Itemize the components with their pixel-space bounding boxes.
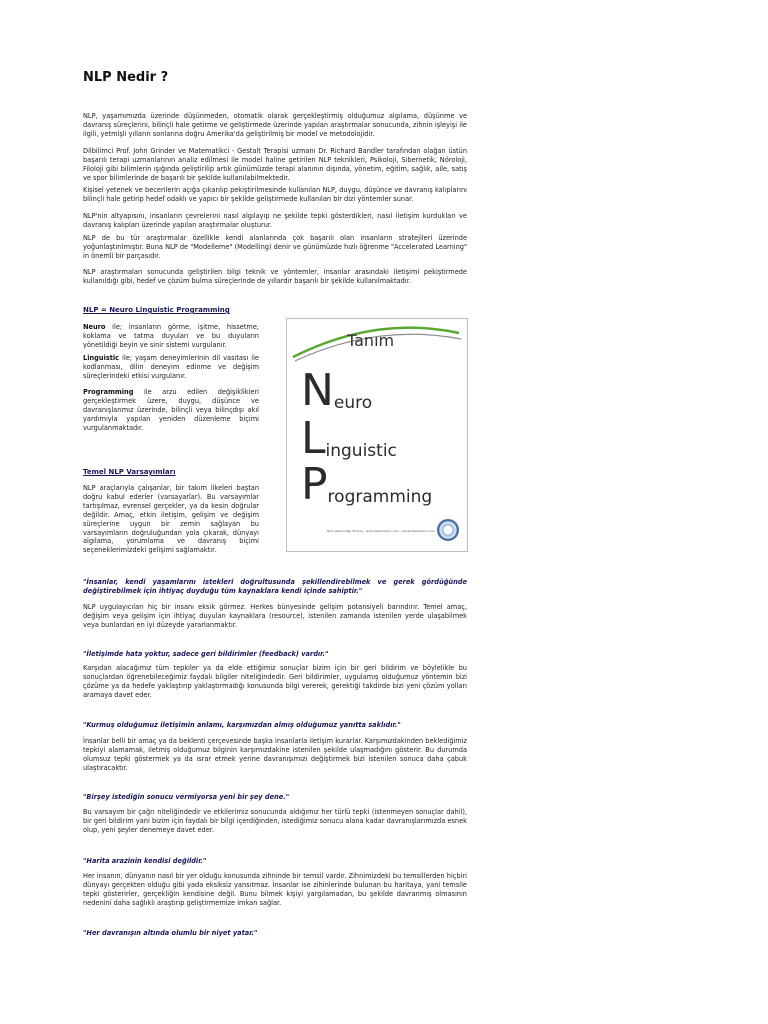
- term-label: Programming: [83, 388, 134, 396]
- intro-paragraph-3: Kişisel yetenek ve becerilerin açığa çıkarılıp pekiştirilmesinde kullanılan NLP, duygu, düşünce ve davranış kalıplarını bilinçli hale getirip hedef odaklı ve yapıcı bir şekilde geliştirmede kullanılan bir dizi yöntemler sunar.: [83, 186, 467, 203]
- term-neuro: [83, 323, 259, 350]
- figure-footer: NLP Akademiliği Türkiye · www.nlpakademi.com · info@nlpakademi.com: [327, 529, 435, 533]
- varsayimlar-paragraph: NLP araçlarıyla çalışanlar, bir takım ilkeleri baştan doğru kabul ederler (varsayarlar). Bu varsayımlar tartışılmaz, evrensel gerçekler, ya da kesin doğrular değildir. Amaç, etkin iletişim, gelişim ve değişim süreçlerine uygun bir zemin sağlayan bu varsayımların doğruluğundan yola çıkarak, dünyayı algılama, yorumlama ve davranış biçimi seçeneklerimizdeki gelişimi sağlamaktır.: [83, 484, 259, 555]
- intro-paragraph-5: NLP de bu tür araştırmalar özellikle kendi alanlarında çok başarılı olan insanların stratejileri üzerinde yoğunlaştırılmıştır. Buna NLP de "Modelleme" (Modelling) denir ve günümüzde hızlı öğrenme "Accelerated Learning" in önemli bir parçasıdır.: [83, 234, 467, 260]
- figure-initial: N: [301, 365, 334, 416]
- section-heading-varsayimlar: Temel NLP Varsayımları: [83, 468, 176, 476]
- figure-word-linguistic: [301, 413, 397, 464]
- term-text: ile; insanların görme, işitme, hissetme, koklama ve tatma duyuları ve bu duyuların yönetildiği beyin ve sinir sistemi vurgulanır.: [83, 323, 259, 349]
- page-title: NLP Nedir ?: [83, 70, 169, 85]
- term-linguistic: [83, 354, 259, 381]
- seal-icon: [437, 519, 459, 541]
- nlp-definition-figure: [286, 318, 468, 552]
- figure-word-neuro: [301, 365, 373, 416]
- intro-paragraph-1: NLP, yaşamımızda üzerinde düşünmeden, otomatik olarak gerçekleştirmiş olduğumuz algılama, düşünme ve davranış süreçlerini, bilinçli hale getirme ve geliştirmede üzerinde yapılan araştırmalar sonucunda, zihnin işleyişi ile ilgili, yetmişli yılların sonlarına doğru Amerika'da geliştirilmiş bir model ve metodolojidir.: [83, 112, 467, 138]
- quote-1-text: NLP uygulayıcıları hiç bir insanı eksik görmez. Herkes bünyesinde gelişim potansiyeli barındırır. Temel amaç, değişim veya gelişim için ihtiyaç duyulan kaynaklara (resource), istenilen zamanda istenilen yerde ulaşabilmek veya bunlardan en iyi düzeyde yararlanmaktır.: [83, 603, 467, 629]
- figure-rest: inguistic: [325, 441, 397, 461]
- term-text: ile; yaşam deneyimlerinin dil vasıtası ile kodlanması, dilin deneyim edinme ve değişim süreçlerindeki etkisi vurgulanır.: [83, 354, 259, 380]
- quote-6: "Her davranışın altında olumlu bir niyet yatar.": [83, 929, 258, 937]
- quote-3-text: İnsanlar belli bir amaç ya da beklenti çerçevesinde başka insanlarla iletişim kurarlar. Karşımızdakinden beklediğimiz tepkiyi alamamak, iletmiş olduğumuz bilginin karşımızdakine istenilen şekilde ulaşmadığını gösterir. Bu durumda olumsuz tepki göstermek ya da ısrar etmek yerine davranışımızı değiştirmek bizi istenilen sonuca daha çabuk ulaştıracaktır.: [83, 737, 467, 772]
- quote-2-text: Karşıdan alacağımız tüm tepkiler ya da elde ettiğimiz sonuçlar bizim için bir geri bildirim ve böylelikle bu sonuçlardan öğrenebileceğimiz faydalı bilgiler niteliğindedir. Geri bildirimler, uygulamış olduğumuz yöntemin bizi çözüme ya da hedefe yaklaştırıp yaklaştırmadığı konusunda bilgi vererek, gerektiği takdirde bizi yeni çözüm yolları aramaya davet eder.: [83, 664, 467, 699]
- quote-4-text: Bu varsayım bir çağrı niteliğindedir ve etkilerimiz sonucunda aldığımız her türlü tepki (istenmeyen sonuçlar dahil), bir geri bildirim yani bizim için faydalı bir bilgi içerdiğinden, istediğimiz sonucu alana kadar davranışlarımızda esnek olup, yeni şeyler denemeye davet eder.: [83, 808, 467, 834]
- quote-1: "İnsanlar, kendi yaşamlarını istekleri doğrultusunda şekillendirebilmek ve gerek gördüğünde değiştirebilmek için ihtiyaç duyduğu tüm kaynaklara kendi içinde sahiptir.": [83, 578, 467, 595]
- term-label: Neuro: [83, 323, 106, 331]
- figure-initial: L: [301, 413, 326, 464]
- term-label: Linguistic: [83, 354, 120, 362]
- intro-paragraph-2: Dilbilimci Prof. John Grinder ve Matematikci - Gestalt Terapisi uzmanı Dr. Richard Bandler tarafından olağan üstün başarılı terapi uzmanlarının analiz edilmesi ile model haline getirilen NLP teknikleri, Psikoloji, Sibernetik, Nöroloji, Filoloji gibi bilimlerin ışığında geliştirilip artık günümüzde terapi alanının dışında, yönetim, eğitim, sağlık, aile, satış ve spor bilimlerinde de başarılı bir şekilde kullanılabilmektedir.: [83, 147, 467, 182]
- term-programming: [83, 388, 259, 433]
- intro-paragraph-4: NLP'nin altyapısını, insanların çevrelerini nasıl algılayıp ne şekilde tepki gösterdikleri, nasıl iletişim kurdukları ve davranış kalıpları üzerinde yapılan araştırmalar oluşturur.: [83, 212, 467, 229]
- quote-2: "İletişimde hata yoktur, sadece geri bildirimler (feedback) vardır.": [83, 650, 329, 658]
- quote-5: "Harita arazinin kendisi değildir.": [83, 857, 207, 865]
- figure-rest: rogramming: [327, 487, 433, 507]
- quote-5-text: Her insanın, dünyanın nasıl bir yer olduğu konusunda zihninde bir temsil vardır. Zihnimizdeki bu temsillerden hiçbiri dünyayı gerçekten olduğu gibi yada eksiksiz yansıtmaz. İnsanlar ise zihinlerinde bulunan bu haritaya, yani temsile tepki gösterirler, gerçekliğin kendisine değil. Bunu bilmek kişiyi yargılamadan, bu şekilde davranmış olmasının nedenini daha sağlıklı araştırıp geliştirmemize imkan sağlar.: [83, 872, 467, 907]
- intro-paragraph-6: NLP araştırmaları sonucunda geliştirilen bilgi teknik ve yöntemler, insanlar arasındaki iletişimi pekiştirmede kullanıldığı gibi, hedef ve çözüm bulma süreçlerinde de yıllardır başarılı bir şekilde kullanılmaktadır.: [83, 268, 467, 285]
- quote-3: "Kurmuş olduğumuz iletişimin anlamı, karşımızdan almış olduğumuz yanıtta saklıdır.": [83, 721, 401, 729]
- quote-4: "Birşey istediğin sonucu vermiyorsa yeni bir şey dene.": [83, 793, 290, 801]
- figure-word-programming: [301, 459, 433, 510]
- figure-initial: P: [301, 459, 328, 510]
- figure-rest: euro: [333, 393, 373, 413]
- figure-title: Tanım: [347, 331, 395, 350]
- section-heading-nlp: NLP = Neuro Linguistic Programming: [83, 306, 230, 314]
- term-text: ile arzu edilen değişiklikleri gerçekleştirmek üzere, duygu, düşünce ve davranışlarımız üzerinde, bilinçli veya bilinçdışı akıl yardımıyla yapılan yeniden düzenleme biçimi vurgulanmaktadır.: [83, 388, 259, 432]
